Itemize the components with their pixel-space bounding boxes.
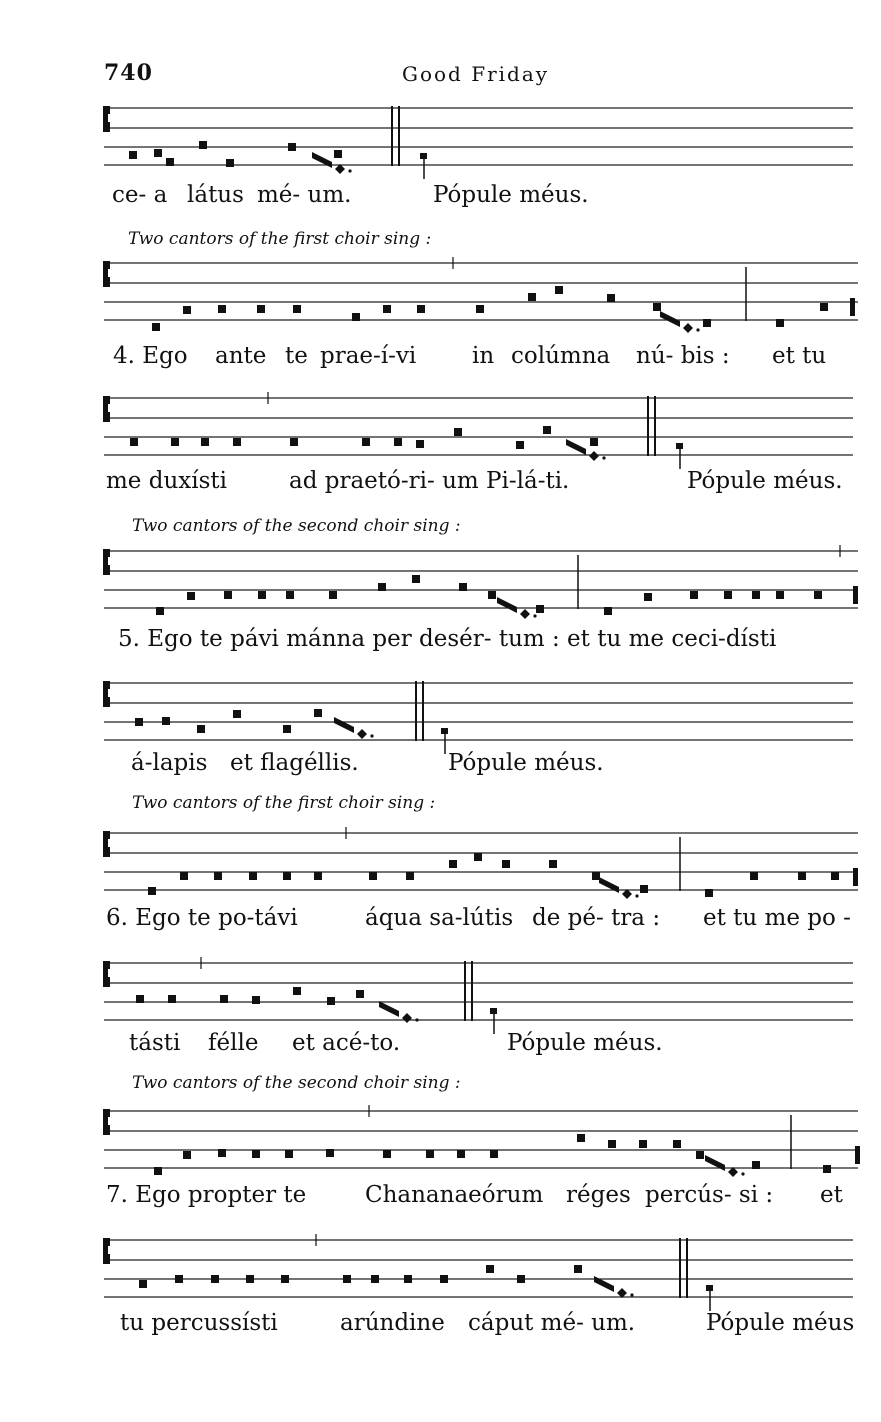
rubric: Two cantors of the second choir sing :: [132, 1073, 461, 1093]
note: [417, 305, 425, 313]
note: [383, 1150, 391, 1158]
lyric: Pópule méus.: [507, 1030, 663, 1056]
clef-icon-notch: [108, 404, 112, 412]
rhombus-note: [402, 1013, 412, 1023]
end-custos: [855, 1146, 860, 1164]
note: [639, 1140, 647, 1148]
note: [549, 860, 557, 868]
lyric: félle: [208, 1030, 259, 1056]
neume: [660, 311, 680, 327]
note: [343, 1275, 351, 1283]
rhombus-note: [357, 729, 367, 739]
note: [555, 286, 563, 294]
lyric: 7. Ego propter te: [106, 1182, 307, 1208]
note: [543, 426, 551, 434]
rhombus-note: [589, 451, 599, 461]
note: [327, 997, 335, 1005]
lyric: percús- si :: [645, 1182, 774, 1208]
note: [135, 718, 143, 726]
custos: [676, 443, 683, 449]
clef-icon-notch: [108, 839, 112, 847]
note: [197, 725, 205, 733]
note: [252, 996, 260, 1004]
note: [577, 1134, 585, 1142]
lyric: et flagéllis.: [230, 750, 359, 776]
note: [459, 583, 467, 591]
note: [252, 1150, 260, 1158]
rubric: Two cantors of the first choir sing :: [132, 793, 436, 813]
neume: [334, 717, 354, 733]
note: [488, 591, 496, 599]
neume: [566, 439, 586, 455]
note: [218, 1149, 226, 1157]
music-staff-2: [0, 255, 881, 345]
note: [724, 591, 732, 599]
custos: [420, 153, 427, 159]
note: [474, 853, 482, 861]
note: [249, 872, 257, 880]
note: [283, 872, 291, 880]
custos: [490, 1008, 497, 1014]
note: [220, 995, 228, 1003]
note: [136, 995, 144, 1003]
note: [183, 1151, 191, 1159]
clef-icon-notch: [108, 269, 112, 277]
lyric: 5. Ego te pávi mánna per desér- tum : et tu me ceci-dísti: [118, 626, 777, 652]
lyric: mé- um.: [257, 182, 352, 208]
music-staff-4: [0, 543, 881, 633]
lyric: tu percussísti: [120, 1310, 278, 1336]
note: [257, 305, 265, 313]
note: [752, 591, 760, 599]
note: [490, 1150, 498, 1158]
music-staff-9: [0, 1232, 881, 1322]
note: [154, 149, 162, 157]
end-custos: [853, 868, 858, 886]
neume: [497, 597, 517, 613]
note: [288, 143, 296, 151]
music-staff-1: [0, 100, 881, 190]
rubric: Two cantors of the second choir sing :: [132, 516, 461, 536]
end-custos: [853, 586, 858, 604]
lyric: in: [472, 343, 495, 369]
clef-icon-notch: [108, 689, 112, 697]
note: [440, 1275, 448, 1283]
note: [814, 591, 822, 599]
mora-dot: [696, 328, 699, 331]
note: [171, 438, 179, 446]
note: [696, 1151, 704, 1159]
note: [214, 872, 222, 880]
custos: [441, 728, 448, 734]
lyric: et tu me po -: [703, 905, 851, 931]
note: [293, 987, 301, 995]
lyric: Pópule méus.: [448, 750, 604, 776]
note: [314, 709, 322, 717]
note: [334, 150, 342, 158]
note: [281, 1275, 289, 1283]
lyric: 4. Ego: [113, 343, 188, 369]
note: [798, 872, 806, 880]
note: [457, 1150, 465, 1158]
mora-dot: [533, 614, 536, 617]
note: [187, 592, 195, 600]
mora-dot: [602, 456, 605, 459]
lyric: te: [285, 343, 308, 369]
note: [486, 1265, 494, 1273]
note: [383, 305, 391, 313]
note: [148, 887, 156, 895]
clef-icon-notch: [108, 1117, 112, 1125]
lyric: arúndine: [340, 1310, 445, 1336]
lyric: colúmna: [511, 343, 611, 369]
note: [412, 575, 420, 583]
note: [608, 1140, 616, 1148]
lyric: prae-í-vi: [320, 343, 417, 369]
note: [776, 591, 784, 599]
note: [283, 725, 291, 733]
lyric: et: [820, 1182, 843, 1208]
note: [129, 151, 137, 159]
note: [293, 305, 301, 313]
note: [592, 872, 600, 880]
note: [226, 159, 234, 167]
end-custos: [850, 298, 855, 316]
mora-dot: [630, 1293, 633, 1296]
note: [404, 1275, 412, 1283]
lyric: et acé-to.: [292, 1030, 401, 1056]
note: [502, 860, 510, 868]
note: [394, 438, 402, 446]
note: [831, 872, 839, 880]
page-number: 740: [104, 60, 153, 86]
clef-icon-notch: [108, 557, 112, 565]
note: [314, 872, 322, 880]
lyric: cáput mé- um.: [468, 1310, 636, 1336]
note: [653, 303, 661, 311]
note: [326, 1149, 334, 1157]
lyric: ante: [215, 343, 267, 369]
mora-dot: [415, 1018, 418, 1021]
note: [416, 440, 424, 448]
note: [607, 294, 615, 302]
note: [130, 438, 138, 446]
note: [476, 305, 484, 313]
note: [156, 607, 164, 615]
note: [139, 1280, 147, 1288]
lyric: me duxísti: [106, 468, 227, 494]
note: [516, 441, 524, 449]
note: [211, 1275, 219, 1283]
lyric: ad praetó-ri- um Pi-lá-ti.: [289, 468, 570, 494]
page-title: Good Friday: [402, 62, 550, 86]
note: [168, 995, 176, 1003]
lyric: á-lapis: [131, 750, 208, 776]
mora-dot: [741, 1172, 744, 1175]
clef-icon-notch: [108, 1246, 112, 1254]
note: [690, 591, 698, 599]
note: [286, 591, 294, 599]
lyric: ce- a: [112, 182, 168, 208]
note: [378, 583, 386, 591]
lyric: Chananaeórum: [365, 1182, 544, 1208]
rhombus-note: [683, 323, 693, 333]
music-staff-3: [0, 390, 881, 480]
note: [180, 872, 188, 880]
note: [517, 1275, 525, 1283]
note: [356, 990, 364, 998]
note: [285, 1150, 293, 1158]
note: [820, 303, 828, 311]
lyric: nú- bis :: [636, 343, 730, 369]
note: [752, 1161, 760, 1169]
note: [426, 1150, 434, 1158]
note: [590, 438, 598, 446]
note: [175, 1275, 183, 1283]
note: [703, 319, 711, 327]
note: [449, 860, 457, 868]
note: [673, 1140, 681, 1148]
note: [246, 1275, 254, 1283]
note: [152, 323, 160, 331]
lyric: de pé- tra :: [532, 905, 661, 931]
note: [258, 591, 266, 599]
note: [640, 885, 648, 893]
lyric: tásti: [129, 1030, 181, 1056]
note: [224, 591, 232, 599]
note: [604, 607, 612, 615]
lyric: Pópule méus: [706, 1310, 855, 1336]
note: [233, 438, 241, 446]
lyric: látus: [187, 182, 244, 208]
rhombus-note: [520, 609, 530, 619]
note: [290, 438, 298, 446]
note: [776, 319, 784, 327]
lyric: et tu: [772, 343, 827, 369]
lyric: 6. Ego te po-távi: [106, 905, 298, 931]
note: [454, 428, 462, 436]
mora-dot: [348, 169, 351, 172]
note: [406, 872, 414, 880]
neume: [379, 1001, 399, 1017]
note: [199, 141, 207, 149]
note: [329, 591, 337, 599]
lyric: réges: [566, 1182, 631, 1208]
mora-dot: [370, 734, 373, 737]
lyric: Pópule méus.: [687, 468, 843, 494]
note: [528, 293, 536, 301]
note: [362, 438, 370, 446]
note: [201, 438, 209, 446]
music-staff-6: [0, 825, 881, 915]
note: [371, 1275, 379, 1283]
note: [644, 593, 652, 601]
note: [218, 305, 226, 313]
mora-dot: [635, 894, 638, 897]
lyric: Pópule méus.: [433, 182, 589, 208]
note: [233, 710, 241, 718]
note: [574, 1265, 582, 1273]
clef-icon-notch: [108, 114, 112, 122]
clef-icon-notch: [108, 969, 112, 977]
note: [154, 1167, 162, 1175]
note: [183, 306, 191, 314]
note: [705, 889, 713, 897]
lyric: áqua sa-lútis: [365, 905, 514, 931]
note: [166, 158, 174, 166]
note: [750, 872, 758, 880]
note: [352, 313, 360, 321]
rubric: Two cantors of the first choir sing :: [128, 229, 432, 249]
note: [536, 605, 544, 613]
note: [369, 872, 377, 880]
music-staff-8: [0, 1103, 881, 1193]
note: [823, 1165, 831, 1173]
note: [162, 717, 170, 725]
custos: [706, 1285, 713, 1291]
